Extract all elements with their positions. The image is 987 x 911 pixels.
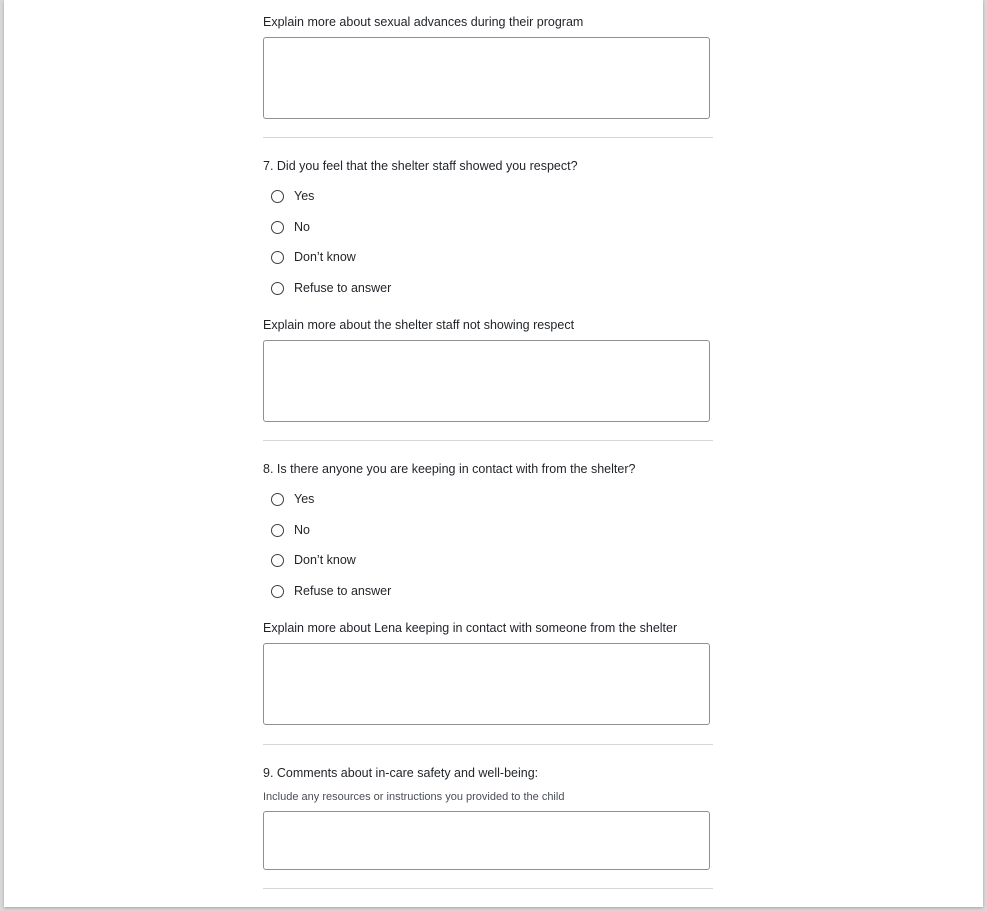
q7-option-yes[interactable] bbox=[271, 186, 314, 206]
q9-question: 9. Comments about in-care safety and well-being: bbox=[263, 766, 539, 780]
radio-button-icon[interactable] bbox=[271, 524, 284, 537]
q8-option-yes[interactable] bbox=[271, 489, 314, 509]
sexual-advances-explain-textarea[interactable] bbox=[263, 37, 710, 119]
section-divider bbox=[263, 440, 713, 441]
section-divider bbox=[263, 888, 713, 889]
q8-option-label: No bbox=[294, 523, 310, 537]
q7-option-refuse[interactable] bbox=[271, 278, 391, 298]
form-page bbox=[4, 0, 983, 907]
radio-button-icon[interactable] bbox=[271, 221, 284, 234]
radio-button-icon[interactable] bbox=[271, 493, 284, 506]
q7-option-label: Yes bbox=[294, 189, 315, 203]
q7-option-no[interactable] bbox=[271, 217, 310, 237]
radio-button-icon[interactable] bbox=[271, 554, 284, 567]
q7-option-label: No bbox=[294, 220, 310, 234]
q7-explain-label: Explain more about the shelter staff not showing respect bbox=[263, 318, 575, 332]
section-divider bbox=[263, 137, 713, 138]
q8-option-label: Don’t know bbox=[294, 553, 356, 567]
q8-option-dont-know[interactable] bbox=[271, 550, 356, 570]
q8-option-refuse[interactable] bbox=[271, 581, 391, 601]
q8-explain-label: Explain more about Lena keeping in contact with someone from the shelter bbox=[263, 621, 678, 635]
q7-explain-textarea[interactable] bbox=[263, 340, 710, 422]
q8-option-label: Yes bbox=[294, 492, 315, 506]
q9-comments-textarea[interactable] bbox=[263, 811, 710, 870]
q7-option-label: Don’t know bbox=[294, 250, 356, 264]
q7-option-dont-know[interactable] bbox=[271, 247, 356, 267]
q8-question: 8. Is there anyone you are keeping in contact with from the shelter? bbox=[263, 462, 636, 476]
q8-option-label: Refuse to answer bbox=[294, 584, 392, 598]
q8-explain-textarea[interactable] bbox=[263, 643, 710, 725]
q9-hint: Include any resources or instructions you provided to the child bbox=[263, 791, 565, 803]
radio-button-icon[interactable] bbox=[271, 190, 284, 203]
radio-button-icon[interactable] bbox=[271, 251, 284, 264]
section-divider bbox=[263, 744, 713, 745]
q7-question: 7. Did you feel that the shelter staff showed you respect? bbox=[263, 159, 578, 173]
radio-button-icon[interactable] bbox=[271, 282, 284, 295]
q8-option-no[interactable] bbox=[271, 520, 310, 540]
q7-option-label: Refuse to answer bbox=[294, 281, 392, 295]
radio-button-icon[interactable] bbox=[271, 585, 284, 598]
sexual-advances-explain-label: Explain more about sexual advances during their program bbox=[263, 15, 584, 29]
